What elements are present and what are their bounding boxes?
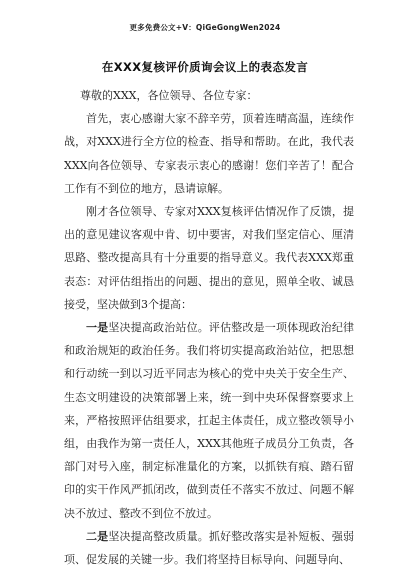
point-two-text: 坚决提高整改质量。抓好整改落实是补短板、强弱项、促发展的关键一步。我们将坚持目标导向、问题导向、 [64, 529, 355, 567]
paragraph-point-two [64, 525, 354, 571]
paragraph-thanks: 首先，衷心感谢大家不辞辛劳，顶着连晴高温，连续作战，对XXX进行全方位的检查、指导和帮助。在此，我代表XXX向各位领导、专家表示衷心的感谢！您们辛苦了！配合工作有不到位的地方，恳请谅解。 [64, 112, 354, 195]
document-body [64, 84, 354, 571]
paragraph-point-one [64, 316, 354, 525]
point-one-lead: 一是 [86, 321, 109, 335]
salutation: 尊敬的XXX，各位领导、各位专家： [80, 89, 258, 102]
header-note: 更多免费公文+V：QiGeGongWen2024 [129, 23, 281, 32]
document-title: 在XXX复核评价质询会议上的表态发言 [101, 60, 309, 74]
point-one-text: 坚决提高政治站位。评估整改是一项体现政治纪律和政治规矩的政治任务。我们将切实提高政治站位，把思想和行动统一到以习近平同志为核心的党中央关于安全生产、生态文明建设的决策部署上来，统一到中央环保督察要求上来，严格按照评估组要求，扛起主体责任，成立整改领导小组，由我作为第一责任人，XXX其他班子成员分工负责，各部门对号入座，制定标准量化的方案，以抓铁有痕、踏石留印的实干作风严抓闭改，做到责任不落实不放过、问题不解决不放过、整改不到位不放过。 [64, 321, 355, 520]
point-two-lead: 二是 [86, 529, 109, 543]
paragraph-response: 刚才各位领导、专家对XXX复核评估情况作了反馈，提出的意见建议客观中肯、切中要害，对我们坚定信心、厘清思路、整改提高具有十分重要的指导意义。我代表XXX郑重表态：对评估组指出的问题、提出的意见，照单全收、诚恳接受，坚决做到3个提高： [64, 205, 354, 311]
